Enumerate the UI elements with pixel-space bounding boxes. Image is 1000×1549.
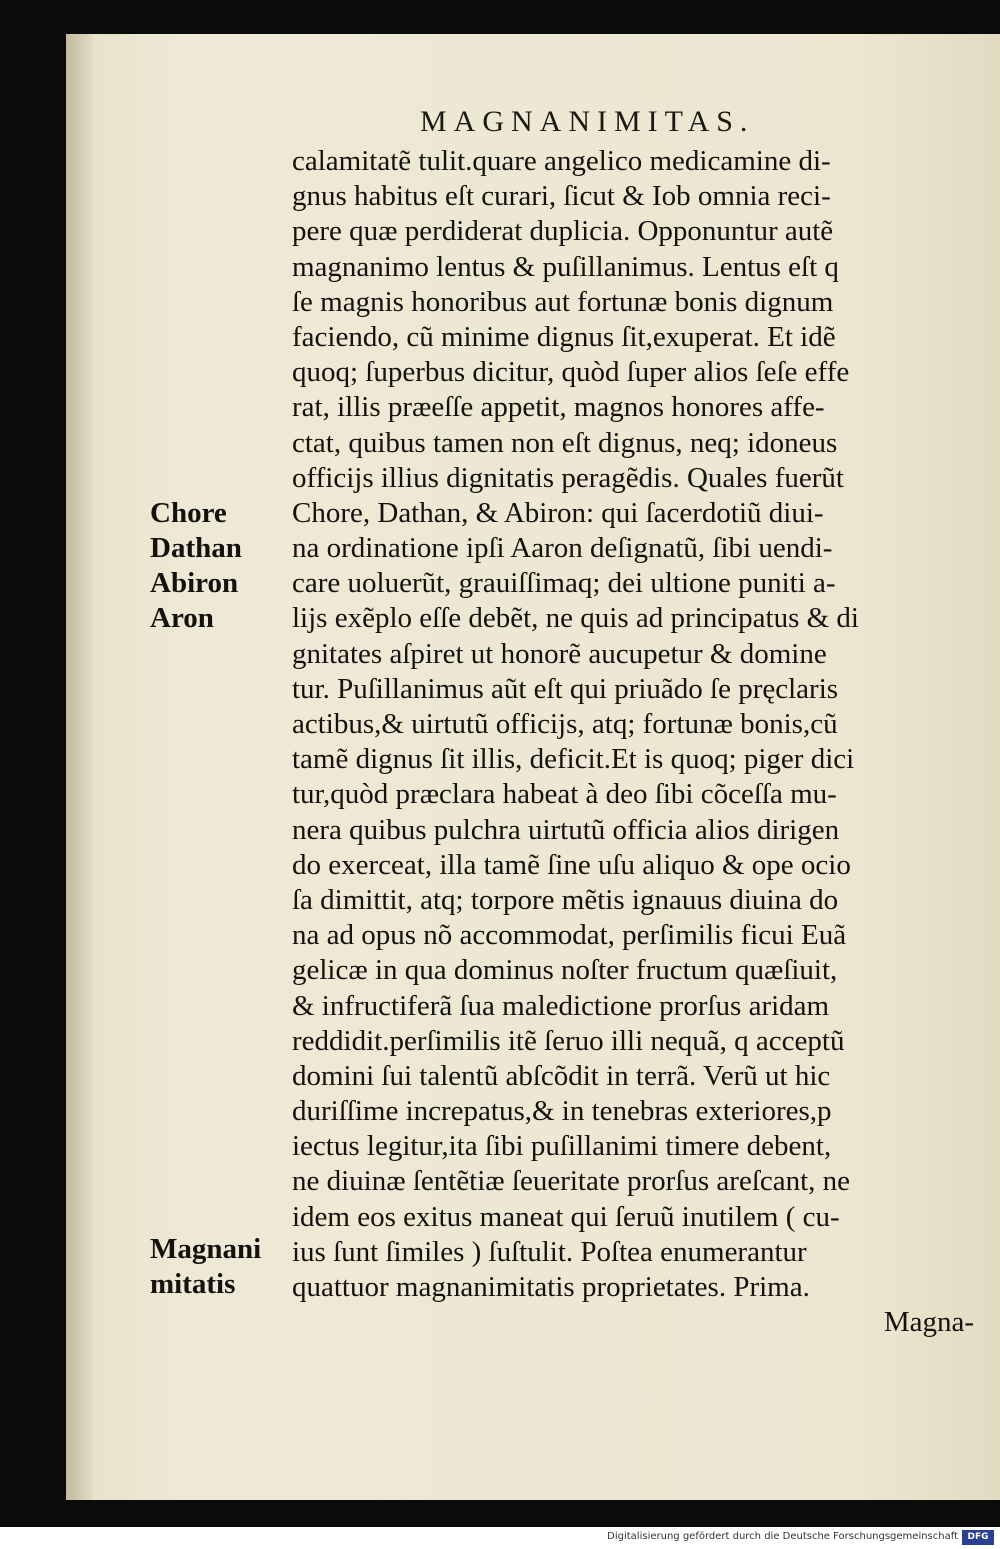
- text-line: magnanimo lentus & puſillanimus. Lentus eſt q: [292, 250, 839, 283]
- text-line: ſe magnis honoribus aut fortunæ bonis dignum: [292, 285, 834, 318]
- text-line: na ordinatione ipſi Aaron deſignatũ, ſibi uendi-: [292, 532, 833, 565]
- margin-note-magnani: Magnani: [150, 1233, 262, 1265]
- text-line: ſa dimittit, atq; torpore mẽtis ignauus diuina do: [292, 883, 839, 916]
- text-line: officijs illius dignitatis peragẽdis. Quales fuerũt: [292, 461, 844, 494]
- text-line: na ad opus nõ accommodat, perſimilis ficui Euã: [292, 919, 847, 952]
- text-line: nera quibus pulchra uirtutũ officia alios dirigen: [292, 813, 840, 846]
- text-line: tur,quòd præclara habeat à deo ſibi cõceſſa mu-: [292, 778, 837, 811]
- running-head: MAGNANIMITAS.: [420, 105, 755, 138]
- margin-note-chore: Chore: [150, 497, 227, 529]
- text-line: care uoluerũt, grauiſſimaq; dei ultione puniti a-: [292, 567, 836, 600]
- text-line: tamẽ dignus ſit illis, deficit.Et is quoq; piger dici: [292, 743, 855, 776]
- text-line: idem eos exitus maneat qui ſeruũ inutilem ( cu-: [292, 1200, 840, 1233]
- text-line: quoq; ſuperbus dicitur, quòd ſuper alios ſeſe effe: [292, 356, 850, 389]
- text-line: iectus legitur,ita ſibi puſillanimi timere debent,: [292, 1130, 832, 1163]
- footer-credit: Digitalisierung gefördert durch die Deutsche Forschungsgemeinschaft: [607, 1531, 958, 1542]
- text-line: rat, illis præeſſe appetit, magnos honores affe-: [292, 391, 825, 424]
- margin-note-names: [150, 496, 280, 636]
- page-gutter-shadow: [66, 34, 92, 1500]
- dfg-logo-icon: DFG: [962, 1530, 994, 1545]
- text-line: Chore, Dathan, & Abiron: qui ſacerdotiũ diui-: [292, 496, 824, 529]
- footer-bar: [0, 1527, 1000, 1549]
- text-line: actibus,& uirtutũ officijs, atq; fortunæ bonis,cũ: [292, 708, 838, 740]
- margin-note-topic: [150, 1232, 280, 1302]
- catchword: Magna-: [883, 1306, 974, 1339]
- text-line: faciendo, cũ minime dignus ſit,exuperat. Et idẽ: [292, 320, 836, 353]
- text-line: quattuor magnanimitatis proprietates. Prima.: [292, 1271, 810, 1303]
- text-line: pere quæ perdiderat duplicia. Opponuntur autẽ: [292, 215, 834, 248]
- margin-note-mitatis: mitatis: [150, 1268, 236, 1300]
- text-line: ne diuinæ ſentẽtiæ ſeueritate prorſus areſcant, ne: [292, 1165, 851, 1198]
- body-text: [292, 144, 992, 1340]
- text-line: calamitatẽ tulit.quare angelico medicamine di-: [292, 145, 831, 177]
- margin-note-aron: Aron: [150, 602, 214, 634]
- text-line: gnitates aſpiret ut honorẽ aucupetur & domine: [292, 637, 827, 670]
- text-line: & infructiferã ſua maledictione prorſus aridam: [292, 989, 830, 1022]
- text-line: ctat, quibus tamen non eſt dignus, neq; idoneus: [292, 426, 838, 459]
- text-line: ius ſunt ſimiles ) ſuſtulit. Poſtea enumerantur: [292, 1235, 807, 1268]
- text-line: gnus habitus eſt curari, ſicut & Iob omnia reci-: [292, 180, 831, 213]
- margin-note-abiron: Abiron: [150, 567, 239, 599]
- text-line: do exerceat, illa tamẽ ſine uſu aliquo & ope ocio: [292, 848, 851, 881]
- text-line: domini ſui talentũ abſcõdit in terrã. Verũ ut hic: [292, 1059, 831, 1092]
- text-line: duriſſime increpatus,& in tenebras exteriores,p: [292, 1095, 832, 1128]
- text-line: tur. Puſillanimus aũt eſt qui priuãdo ſe pręclaris: [292, 672, 839, 705]
- text-line: lijs exẽplo eſſe debẽt, ne quis ad principatus & di: [292, 602, 859, 635]
- margin-note-dathan: Dathan: [150, 532, 242, 564]
- text-line: reddidit.perſimilis itẽ ſeruo illi nequã, q acceptũ: [292, 1024, 845, 1057]
- text-line: gelicæ in qua dominus noſter fructum quæſiuit,: [292, 954, 838, 987]
